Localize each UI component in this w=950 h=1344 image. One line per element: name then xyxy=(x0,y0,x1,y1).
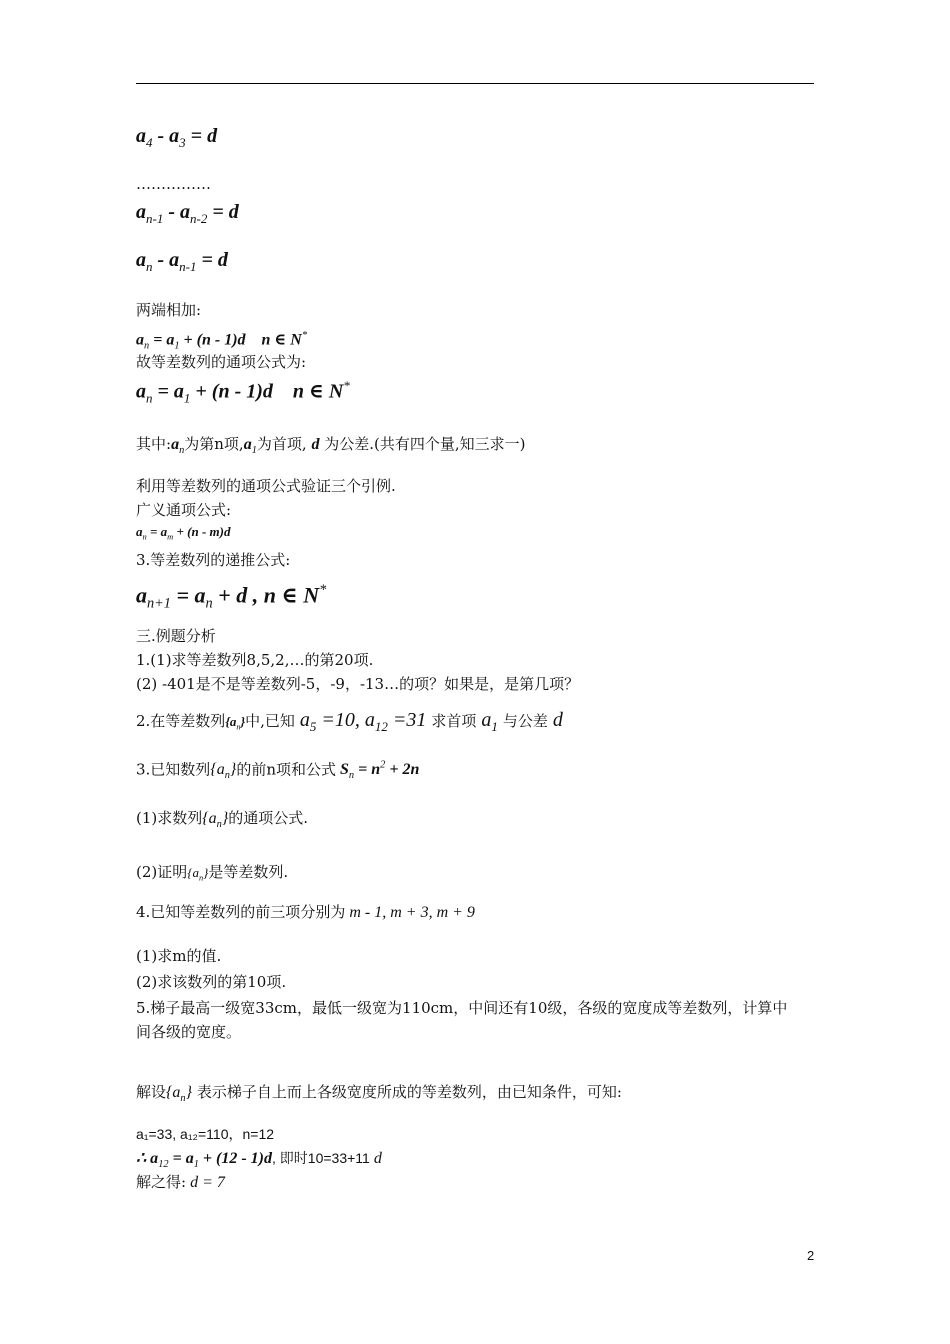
note-line: 其中$:a_n$为第n项$,a_1$为首项, d 为公差.(共有四个量,知三求一) xyxy=(136,435,526,457)
example-3-part-2: (2)证明$\{a_n\}$是等差数列. xyxy=(136,863,289,883)
example-4: 4.已知等差数列的前三项分别为 m - 1, m + 3, m + 9 xyxy=(136,903,475,921)
header-rule xyxy=(136,83,814,84)
example-4-part-2: (2)求该数列的第10项. xyxy=(136,973,287,991)
formula-a4-a3: $a_4 - a_3 = d$ xyxy=(136,125,218,150)
therefore-line: ∴ $a_{12} = a_1 + (12 - 1)d$, 即时10=33+11 d xyxy=(136,1150,382,1171)
example-1b: (2) -401是不是等差数列-5，-9，-13…的项？如果是，是第几项？ xyxy=(136,675,580,693)
general-formula-label: 广义通项公式: xyxy=(136,501,232,519)
formula-an-an1: $a_n - a_{n-1} = d$ xyxy=(136,249,228,274)
sum-both-sides-text: 两端相加: xyxy=(136,301,202,319)
example-3: 3.已知数列$\{a_n\}$的前n项和公式 $S_n = n^2 + 2n$ xyxy=(136,760,420,782)
formula-general-term-1: $a_n = a_1 + (n - 1)d$ n ∈ N* xyxy=(136,330,308,352)
recursion-label: 3.等差数列的递推公式: xyxy=(136,551,291,569)
section-heading: 三.例题分析 xyxy=(136,627,216,645)
formula-general-term-2: $a_n = a_1 + (n - 1)d$ n ∈ N* xyxy=(136,378,350,406)
example-2: 2.在等差数列$\{a_n\}$中,已知 $a_5 =10$, $a_{12} =31$ 求首项 $a_1$ 与公差 d xyxy=(136,709,563,734)
solution-intro: 解设$\{a_n\}$ 表示梯子自上而上各级宽度所成的等差数列，由已知条件，可知: xyxy=(136,1083,622,1105)
formula-general-am: $a_n = a_m + (n - m)d$ xyxy=(136,524,231,542)
given-values: a₁=33, a₁₂=110，n=12 xyxy=(136,1126,275,1142)
page-number: 2 xyxy=(807,1248,815,1263)
example-3-part-1: (1)求数列$\{a_n\}$的通项公式. xyxy=(136,809,309,831)
example-1a: 1.(1)求等差数列8,5,2,…的第20项. xyxy=(136,651,374,669)
example-4-part-1: (1)求m的值. xyxy=(136,947,222,965)
ellipsis-dots: …………… xyxy=(136,175,211,193)
formula-an1-an2: $a_{n-1} - a_{n-2} = d$ xyxy=(136,201,239,226)
verify-text: 利用等差数列的通项公式验证三个引例. xyxy=(136,477,396,495)
example-5-line-1: 5.梯子最高一级宽33cm，最低一级宽为110cm，中间还有10级，各级的宽度成等差数列，计算中 xyxy=(136,999,788,1017)
solve-line: 解之得: d = 7 xyxy=(136,1173,225,1191)
formula-label: 故等差数列的通项公式为: xyxy=(136,353,307,371)
example-5-line-2: 间各级的宽度。 xyxy=(136,1023,242,1041)
formula-recursion: $a_{n+1} = a_n + d$ , n ∈ N* xyxy=(136,582,327,612)
